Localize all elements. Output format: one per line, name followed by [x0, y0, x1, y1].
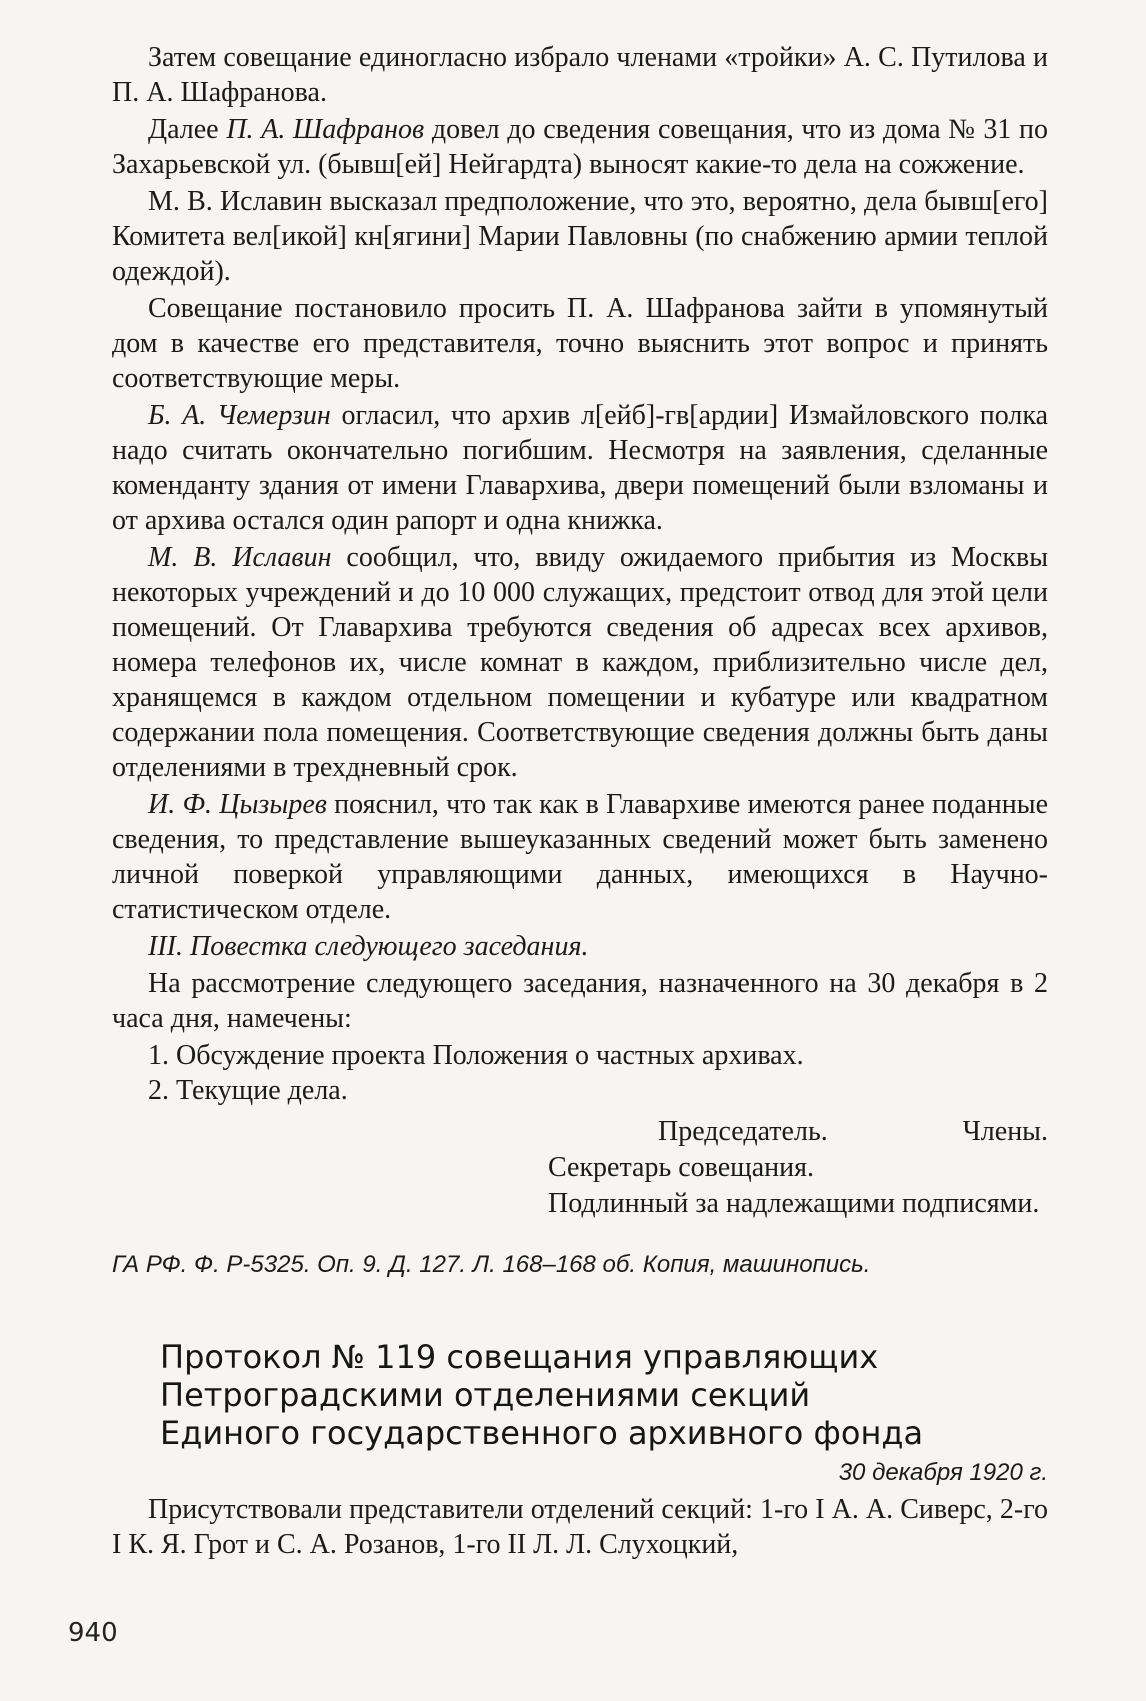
speaker-name: П. А. Шафранов	[226, 114, 425, 145]
paragraph-islavin-report	[112, 540, 1048, 785]
title-line: Петроградскими отделениями секций	[160, 1376, 811, 1414]
paragraph-shafranov	[112, 112, 1048, 182]
page-number: 940	[68, 1618, 118, 1648]
paragraph-agenda-intro: На рассмотрение следующего заседания, назначенного на 30 декабря в 2 часа дня, намечены:	[112, 968, 1048, 1034]
original-note: Подлинный за надлежащими подписями.	[548, 1188, 1040, 1219]
section-heading	[112, 929, 1048, 964]
paragraph-body: сообщил, что, ввиду ожидаемого прибытия из Москвы некоторых учреждений и до 10 000 служащих, предстоит отвод для этой цели помещений. От Главархива требуются сведения об адресах всех архивов, номера телефонов их, числе комнат в каждом, приблизительно числе дел, хранящемся в каждом отдельном помещении и кубатуре или квадратном содержании пола помещения. Соответствующие сведения должны быть даны отделениями в трехдневный срок.	[112, 542, 1049, 783]
paragraph-body: довел до сведения совещания, что из дома № 31 по Захарьевской ул. (бывш[ей] Нейгардта) выносят какие-то дела на сожжение.	[112, 114, 1049, 180]
agenda-item: 1. Обсуждение проекта Положения о частных архивах.	[148, 1040, 804, 1071]
paragraph-body: пояснил, что так как в Главархиве имеются ранее поданные сведения, то представление вышеуказанных сведений может быть заменено личной поверкой управляющими данных, имеющихся в Научно-статистическом отделе.	[112, 789, 1049, 925]
agenda-item: 2. Текущие дела.	[148, 1075, 348, 1106]
paragraph-troika: Затем совещание единогласно избрало членами «тройки» А. С. Путилова и П. А. Шафранова.	[112, 42, 1048, 108]
document-date: 30 декабря 1920 г.	[838, 1459, 1048, 1486]
paragraph-tsyzyrev	[112, 787, 1048, 927]
speaker-name: М. В. Иславин	[148, 542, 332, 573]
speaker-name: И. Ф. Цызырев	[148, 789, 327, 820]
section-heading-text: III. Повестка следующего заседания.	[148, 931, 589, 962]
paragraph-prefix: Далее	[148, 114, 227, 145]
speaker-name: Б. А. Чемерзин	[148, 400, 331, 431]
secretary-signature: Секретарь совещания.	[548, 1152, 814, 1183]
paragraph-body: огласил, что архив л[ейб]-гв[ардии] Измайловского полка надо считать окончательно погибшим. Несмотря на заявления, сделанные коменданту здания от имени Главархива, двери помещений были взломаны и от архива остался один рапорт и одна книжка.	[112, 400, 1048, 536]
title-line: Протокол № 119 совещания управляющих	[160, 1338, 879, 1376]
signature-row	[112, 1114, 1048, 1150]
chair-signature: Председатель.	[658, 1116, 828, 1147]
document-title	[112, 1338, 1048, 1452]
paragraph-islavin-assumption: М. В. Иславин высказал предположение, что это, вероятно, дела бывш[его] Комитета вел[икой] кн[ягини] Марии Павловны (по снабжению армии теплой одеждой).	[112, 186, 1048, 287]
paragraph-attendance: Присутствовали представители отделений секций: 1-го I А. А. Сиверс, 2-го I К. Я. Грот и С. А. Розанов, 1-го II Л. Л. Слухоцкий,	[112, 1494, 1048, 1560]
paragraph-resolution: Совещание постановило просить П. А. Шафранова зайти в упомянутый дом в качестве его представителя, точно выяснить этот вопрос и принять соответствующие меры.	[112, 293, 1048, 394]
members-signature: Члены.	[962, 1116, 1048, 1147]
title-line: Единого государственного архивного фонда	[160, 1414, 924, 1452]
main-text	[112, 40, 1048, 1564]
signatures	[112, 1114, 1048, 1222]
paragraph-chemerzin	[112, 398, 1048, 538]
archival-source: ГА РФ. Ф. Р-5325. Оп. 9. Д. 127. Л. 168–168 об. Копия, машинопись.	[112, 1251, 871, 1278]
